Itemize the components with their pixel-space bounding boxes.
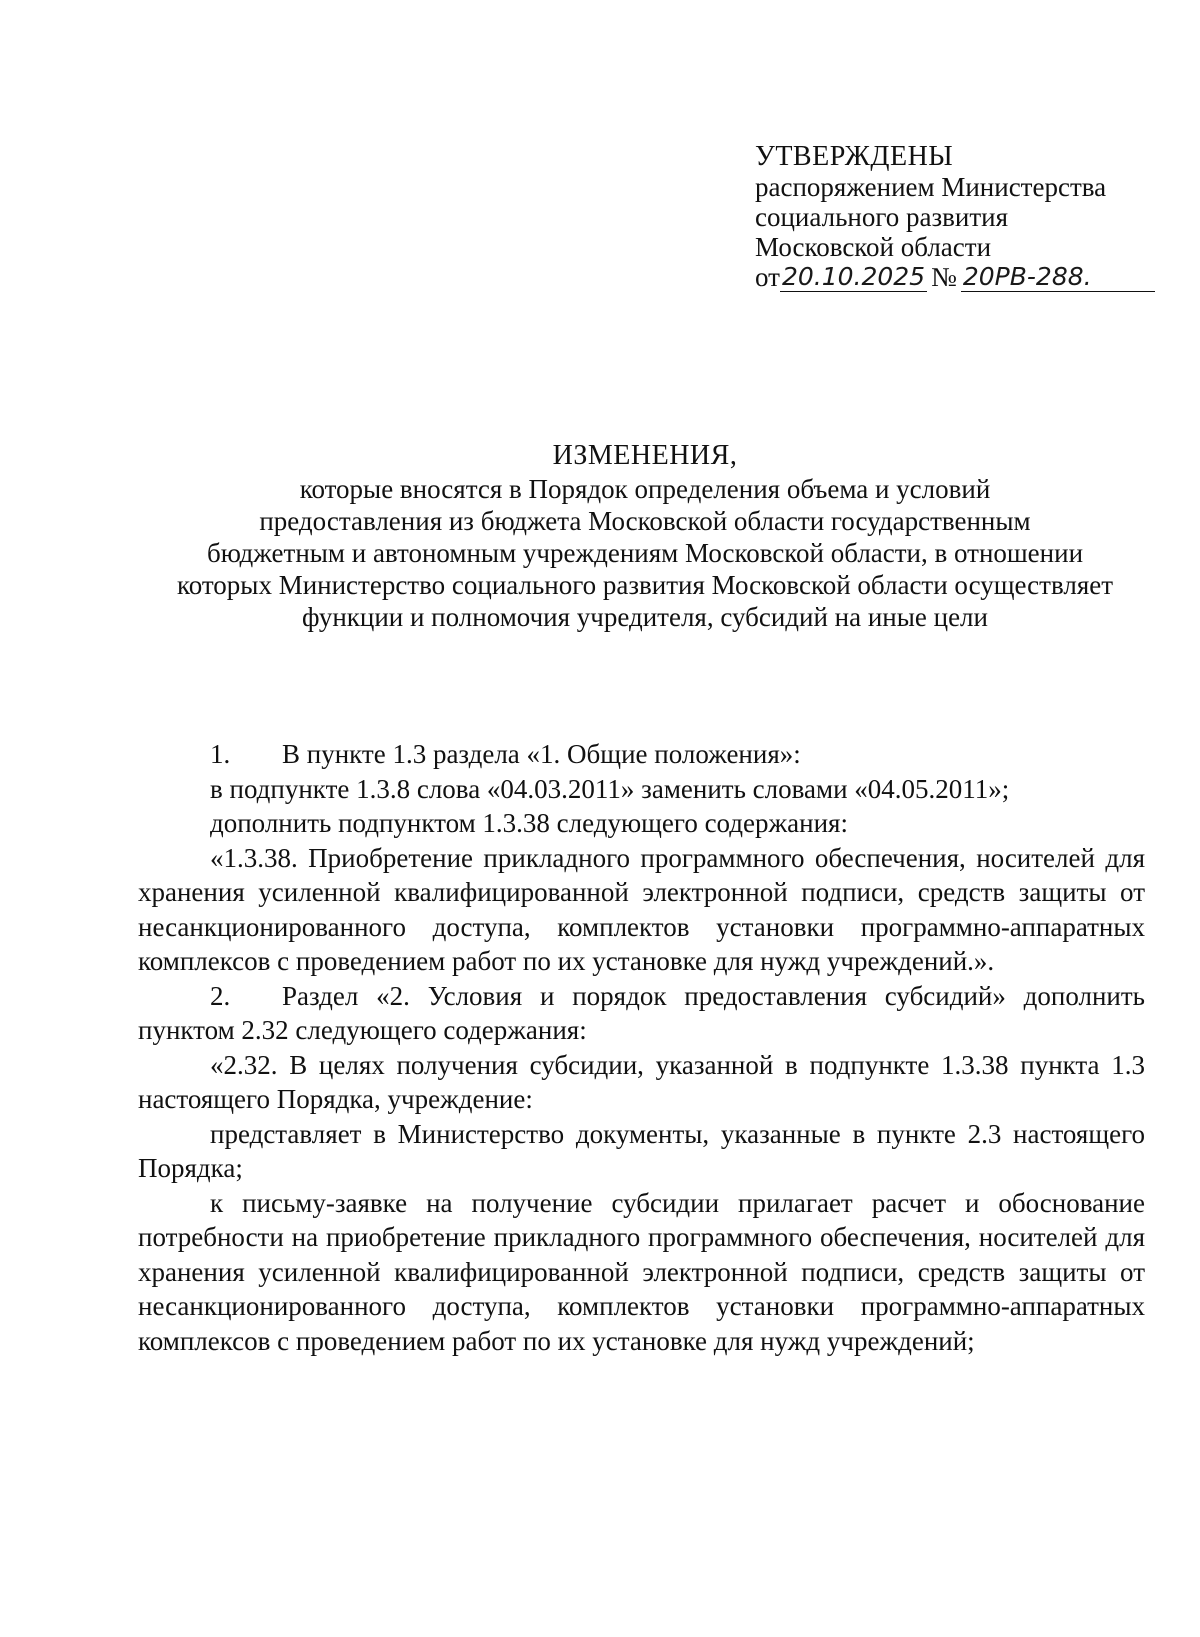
title-line-5: функции и полномочия учредителя, субсидий на иные цели (302, 602, 988, 632)
item-1-number: 1. (210, 739, 231, 769)
title-line-4: которых Министерство социального развития Московской области осуществляет (176, 570, 1114, 600)
title-heading: ИЗМЕНЕНИЯ, (552, 440, 738, 471)
number-sign: № (931, 262, 957, 292)
item-2-text: Раздел «2. Условия и порядок предоставления субсидий» дополнить пунктом 2.32 следующего содержания: (138, 980, 1145, 1045)
date-prefix: от (755, 262, 780, 292)
approval-stamp-block (755, 142, 1155, 292)
document-title (120, 440, 1170, 633)
approved-label: УТВЕРЖДЕНЫ (755, 141, 954, 172)
item-2-number: 2. (210, 980, 231, 1011)
paragraph-4: «2.32. В целях получения субсидии, указанной в подпункте 1.3.38 пункта 1.3 настоящего Порядка, учреждение: (138, 1049, 1145, 1114)
approval-line-2: социального развития (755, 202, 1009, 232)
approval-line-3: Московской области (755, 232, 992, 262)
paragraph-3: «1.3.38. Приобретение прикладного программного обеспечения, носителей для хранения усиленной квалифицированной электронной подписи, средств защиты от несанкционированного доступа, комплектов установки программно-аппаратных комплексов с проведением работ по их установке для нужд учреждений.». (138, 842, 1145, 976)
paragraph-5: представляет в Министерство документы, указанные в пункте 2.3 настоящего Порядка; (138, 1118, 1145, 1183)
approval-date-line (755, 262, 1155, 292)
title-line-3: бюджетным и автономным учреждениям Московской области, в отношении (206, 538, 1084, 568)
paragraph-6: к письму-заявке на получение субсидии прилагает расчет и обоснование потребности на приобретение прикладного программного обеспечения, носителей для хранения усиленной квалифицированной электронной подписи, средств защиты от несанкционированного доступа, комплектов установки программно-аппаратных комплексов с проведением работ по их установке для нужд учреждений; (138, 1187, 1145, 1356)
document-body (138, 737, 1145, 1358)
paragraph-2: дополнить подпунктом 1.3.38 следующего содержания: (210, 808, 848, 838)
approval-line-1: распоряжением Министерства (755, 172, 1107, 202)
paragraph-1: в подпункте 1.3.8 слова «04.03.2011» заменить словами «04.05.2011»; (210, 773, 1010, 804)
item-1 (138, 737, 1145, 772)
item-2 (138, 979, 1145, 1048)
item-1-text: В пункте 1.3 раздела «1. Общие положения»: (282, 739, 801, 769)
handwritten-number: 20РВ-288. (961, 263, 1155, 292)
title-line-1: которые вносятся в Порядок определения объема и условий (299, 474, 991, 504)
title-line-2: предоставления из бюджета Московской области государственным (259, 506, 1031, 536)
handwritten-date: 20.10.2025 (781, 262, 926, 291)
